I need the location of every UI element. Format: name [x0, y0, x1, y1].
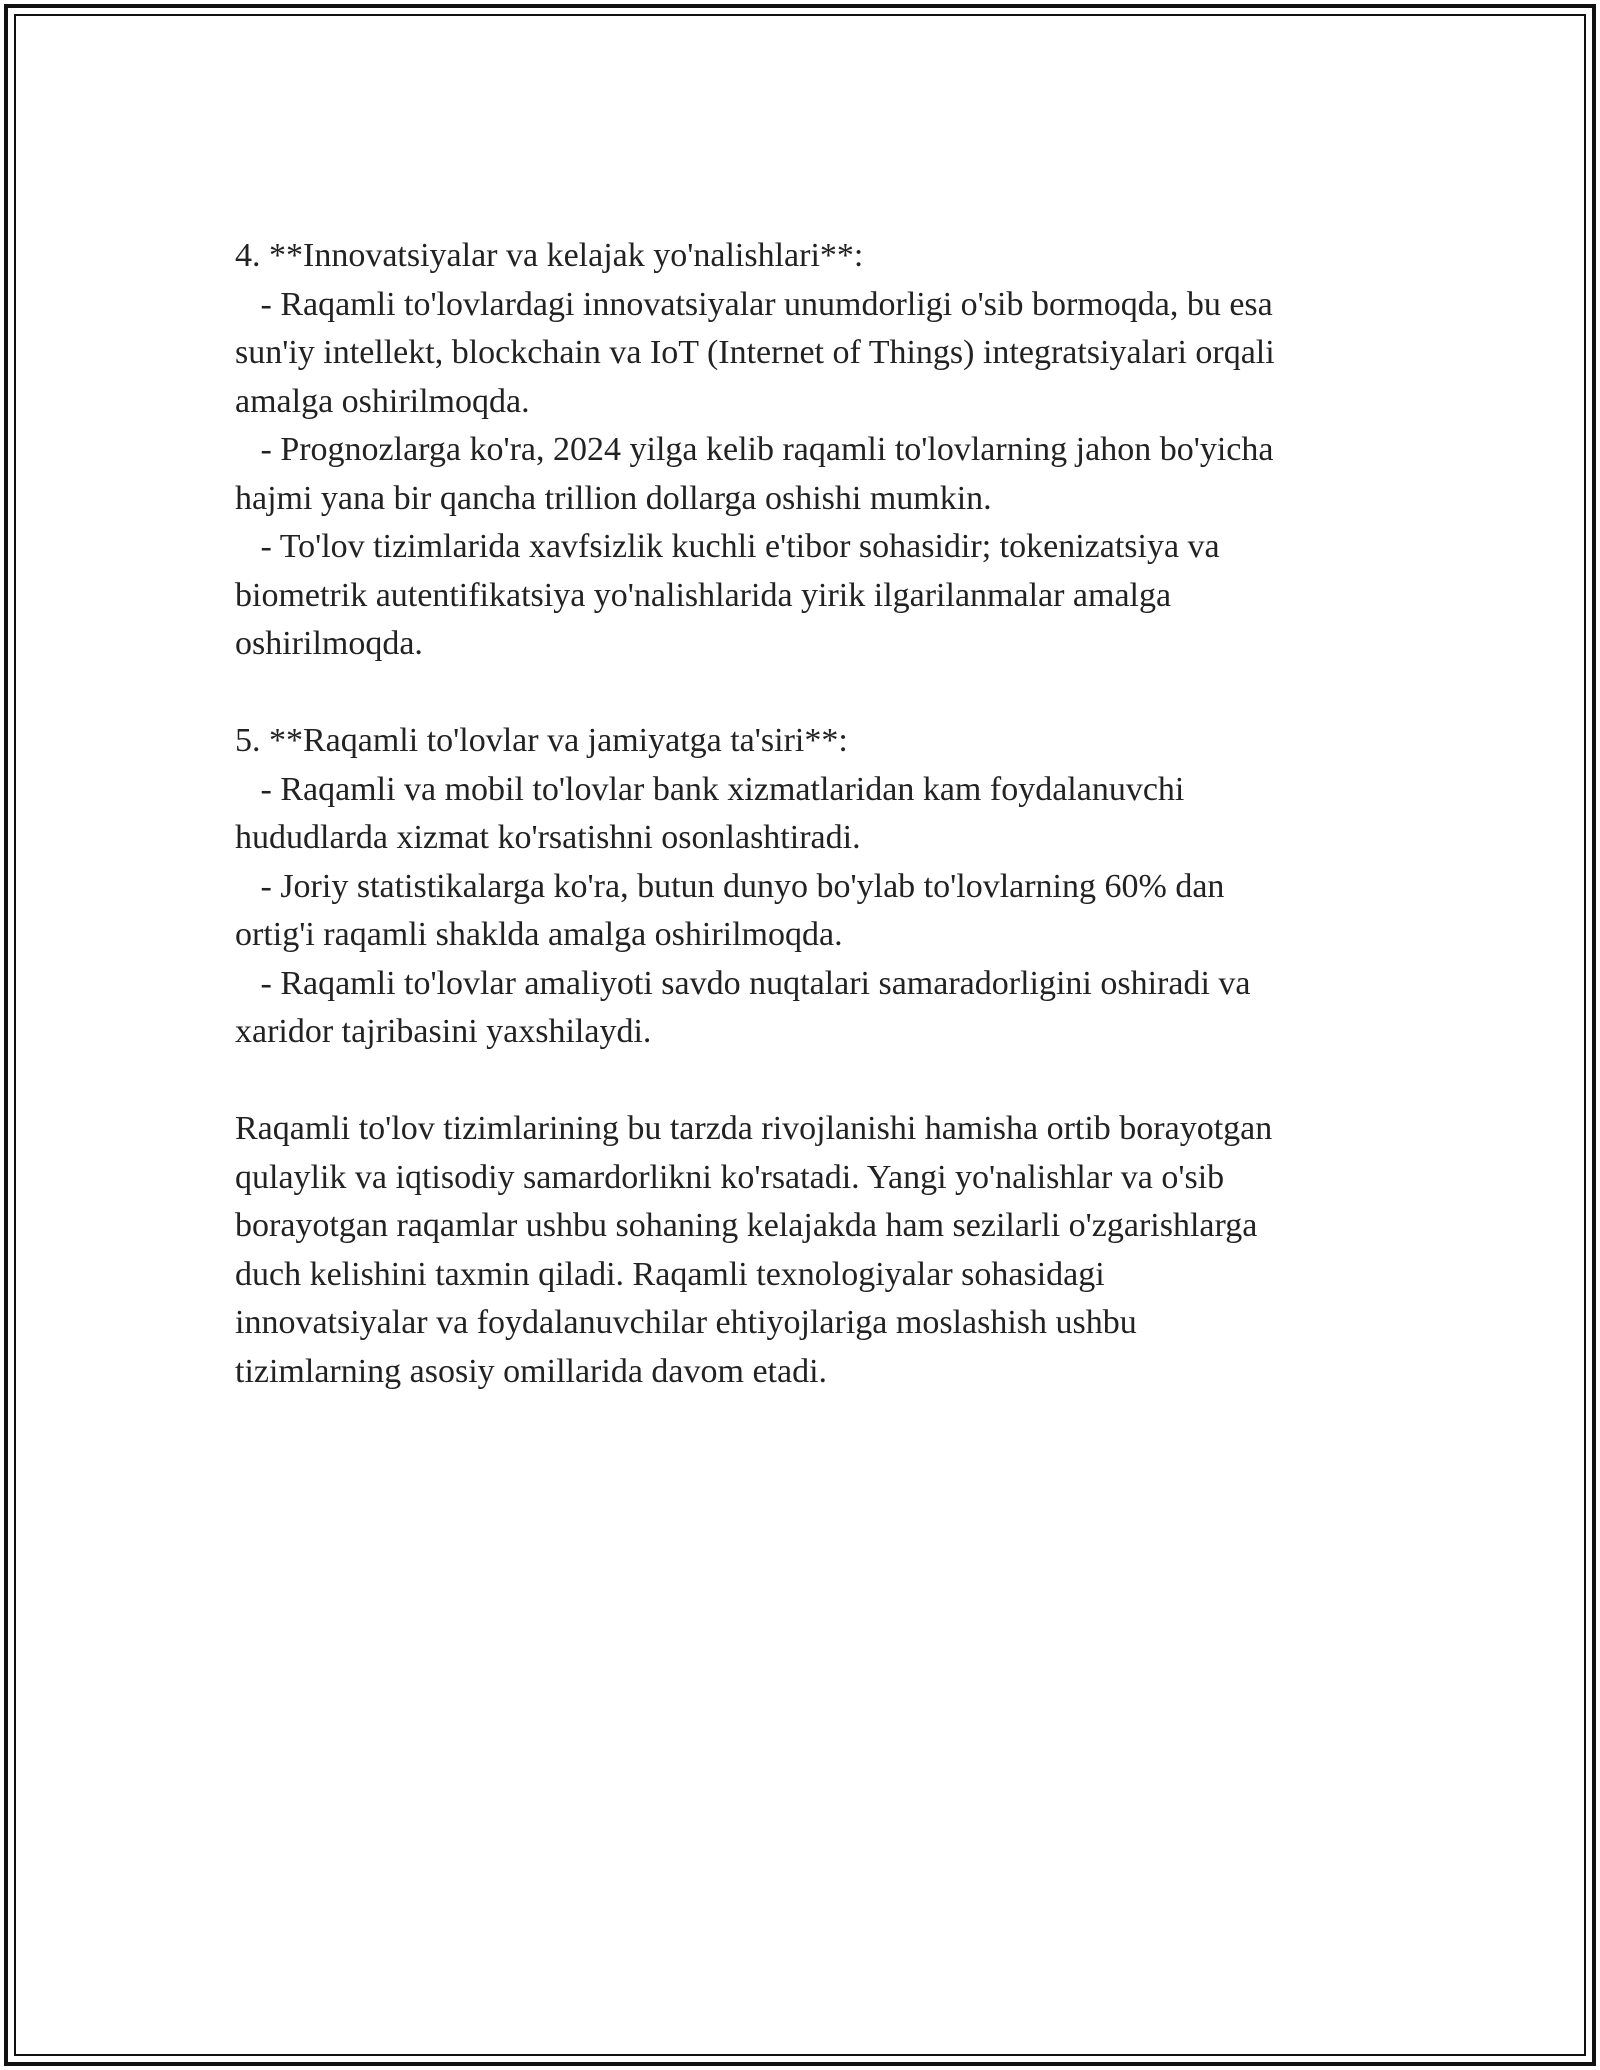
list-item-line: - Prognozlarga ko'ra, 2024 yilga kelib raqamli to'lovlarning jahon bo'yicha	[235, 431, 1274, 468]
list-item-line: xaridor tajribasini yaxshilaydi.	[235, 1013, 652, 1050]
list-item-line: ortig'i raqamli shaklda amalga oshirilmoqda.	[235, 916, 843, 953]
list-item	[235, 426, 1385, 523]
list-item-line: oshirilmoqda.	[235, 625, 423, 662]
list-item-line: - Raqamli va mobil to'lovlar bank xizmatlaridan kam foydalanuvchi	[235, 770, 1185, 808]
list-item-line: hududlarda xizmat ko'rsatishni osonlashtiradi.	[235, 819, 861, 856]
list-item-line: biometrik autentifikatsiya yo'nalishlarida yirik ilgarilanmalar amalga	[235, 576, 1172, 614]
paragraph-line: tizimlarning asosiy omillarida davom etadi.	[235, 1352, 828, 1390]
document-body	[235, 232, 1385, 1396]
list-item-line: hajmi yana bir qancha trillion dollarga oshishi mumkin.	[235, 479, 992, 517]
paragraph-line: qulaylik va iqtisodiy samardorlikni ko'rsatadi. Yangi yo'nalishlar va o'sib	[235, 1158, 1225, 1196]
list-item	[235, 766, 1385, 863]
list-item-line: - Joriy statistikalarga ko'ra, butun dunyo bo'ylab to'lovlarning 60% dan	[235, 867, 1225, 905]
paragraph-line: borayotgan raqamlar ushbu sohaning kelajakda ham sezilarli o'zgarishlarga	[235, 1207, 1258, 1244]
section-heading: 4. **Innovatsiyalar va kelajak yo'nalishlari**:	[235, 237, 864, 274]
list-item-line: - Raqamli to'lovlardagi innovatsiyalar unumdorligi o'sib bormoqda, bu esa	[235, 285, 1273, 323]
conclusion-paragraph	[235, 1105, 1385, 1396]
list-item	[235, 281, 1385, 427]
list-item	[235, 960, 1385, 1057]
paragraph-line: innovatsiyalar va foydalanuvchilar ehtiyojlariga moslashish ushbu	[235, 1304, 1137, 1341]
list-item	[235, 863, 1385, 960]
paragraph-gap	[235, 669, 1385, 718]
list-item-line: sun'iy intellekt, blockchain va IoT (Internet of Things) integratsiyalari orqali	[235, 334, 1275, 371]
paragraph-line: Raqamli to'lov tizimlarining bu tarzda rivojlanishi hamisha ortib borayotgan	[235, 1110, 1273, 1147]
section-5	[235, 717, 1385, 1057]
list-item	[235, 523, 1385, 669]
paragraph-line: duch kelishini taxmin qiladi. Raqamli texnologiyalar sohasidagi	[235, 1255, 1105, 1293]
section-4	[235, 232, 1385, 669]
paragraph-gap	[235, 1057, 1385, 1106]
list-item-line: - To'lov tizimlarida xavfsizlik kuchli e'tibor sohasidir; tokenizatsiya va	[235, 528, 1220, 565]
list-item-line: - Raqamli to'lovlar amaliyoti savdo nuqtalari samaradorligini oshiradi va	[235, 964, 1251, 1002]
section-heading: 5. **Raqamli to'lovlar va jamiyatga ta'siri**:	[235, 722, 848, 759]
list-item-line: amalga oshirilmoqda.	[235, 382, 530, 420]
